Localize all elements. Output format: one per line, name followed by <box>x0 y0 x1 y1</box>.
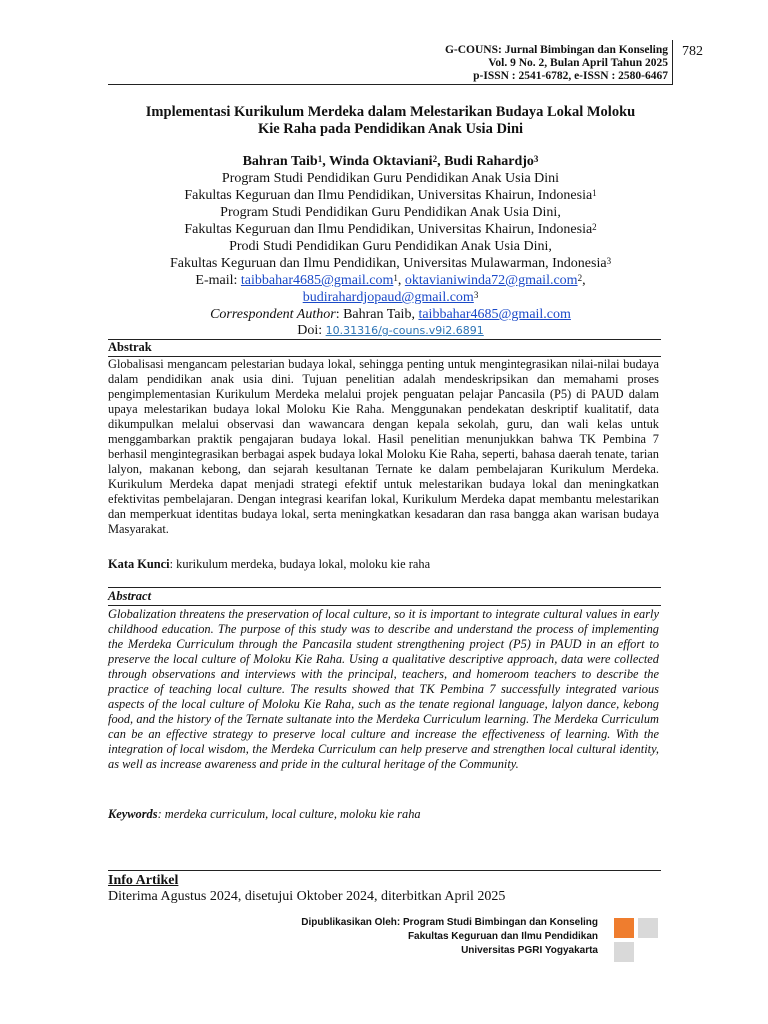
email-separator: , <box>397 273 405 288</box>
header-divider <box>672 40 673 84</box>
affiliation-line <box>108 221 673 238</box>
doi-line <box>108 322 673 339</box>
doi-label: Doi <box>297 323 319 338</box>
footer-faculty: Fakultas Keguruan dan Ilmu Pendidikan <box>407 931 598 942</box>
abstract-heading: Abstract <box>108 589 152 603</box>
email-label: E-mail: <box>195 273 241 288</box>
footer-university: Universitas PGRI Yogyakarta <box>461 945 598 956</box>
kata-kunci <box>108 557 430 572</box>
affiliation-text: Fakultas Keguruan dan Ilmu Pendidikan, Universitas Mulawarman, Indonesia <box>169 256 607 271</box>
affiliation-line: Prodi Studi Pendidikan Guru Pendidikan Anak Usia Dini, <box>229 239 552 254</box>
correspondent-label: Correspondent Author <box>210 307 336 322</box>
author-name: Winda Oktaviani <box>328 154 433 169</box>
journal-volume: Vol. 9 No. 2, Bulan April Tahun 2025 <box>488 57 668 69</box>
abstrak-top-rule <box>108 339 661 340</box>
correspondent-name: : Bahran Taib, <box>335 307 419 322</box>
journal-issn: p-ISSN : 2541-6782, e-ISSN : 2580-6467 <box>473 70 668 82</box>
affiliation-line <box>108 255 673 272</box>
email-link-2[interactable]: oktavianiwinda72@gmail.com <box>404 273 578 288</box>
kata-kunci-text: : kurikulum merdeka, budaya lokal, moloku kie raha <box>169 557 431 571</box>
keywords-text: : merdeka curriculum, local culture, moloku kie raha <box>157 807 421 821</box>
email-sup: 2 <box>577 273 583 283</box>
paper-title <box>108 104 673 138</box>
abstract-top-rule <box>108 587 661 588</box>
kata-kunci-label: Kata Kunci <box>108 557 170 571</box>
email-separator: , <box>582 273 586 288</box>
doi-separator: : <box>318 323 326 338</box>
doi-link[interactable]: 10.31316/g-couns.v9i2.6891 <box>325 324 484 337</box>
affiliation-line: Program Studi Pendidikan Guru Pendidikan Anak Usia Dini, <box>220 205 561 220</box>
email-link-1[interactable]: taibbahar4685@gmail.com <box>240 273 394 288</box>
journal-name: G-COUNS: Jurnal Bimbingan dan Konseling <box>444 44 668 56</box>
author-list: Bahran Taib$^1$, Winda Oktaviani$^2$, Budi Rahardjo$^3$ <box>242 154 539 169</box>
author-sup: 3 <box>533 154 539 164</box>
title-line-1: Implementasi Kurikulum Merdeka dalam Melestarikan Budaya Lokal Moloku <box>145 104 636 120</box>
email-sup: 1 <box>393 273 398 283</box>
correspondent-line <box>108 306 673 323</box>
author-name: Bahran Taib <box>242 154 318 169</box>
logo-square-gray <box>614 942 634 962</box>
affiliation-line: Program Studi Pendidikan Guru Pendidikan Anak Usia Dini <box>221 171 560 186</box>
email-sup: 3 <box>473 290 479 300</box>
abstrak-text: Globalisasi mengancam pelestarian budaya lokal, sehingga penting untuk mengintegrasikan nilai-nilai budaya dalam pendidikan anak usia dini. Tujuan penelitian adalah mendeskripsikan dan memahami proses pengimplementasian Kurikulum Merdeka melalui projek penguatan pelajar Pancasila (P5) di PAUD dalam upaya melestarikan budaya lokal Moloku Kie Raha. Menggunakan pendekatan deskriptif kualitatif, data dikumpulkan melalui observasi dan wawancara dengan kepala sekolah, guru, dan wali kelas untuk menggambarkan praktik pengajaran budaya lokal. Hasil penelitian menunjukkan bahwa TK Pembina 7 berhasil mengintegrasikan berbagai aspek budaya lokal Moloku Kie Raha, seperti, bahasa daerah tenate, tarian lalyon, makanan kebong, dan sejarah kesultanan Ternate ke dalam pembelajaran Kurikulum Merdeka. Kurikulum Merdeka dapat menjadi strategi efektif untuk melestarikan budaya lokal dan meningkatkan efektivitas pembelajaran. Dengan integrasi kearifan lokal, Kurikulum Merdeka dapat membantu melestarikan dan memperkuat identitas budaya lokal, serta meningkatkan kesadaran dan rasa bangga akan warisan budaya Masyarakat. <box>108 357 659 536</box>
abstract-text: Globalization threatens the preservation of local culture, so it is important to integrate cultural values in early childhood education. The purpose of this study was to describe and understand the process of implementing the Merdeka Curriculum through the Pancasila student strengthening project (P5) in PAUD in an effort to preserve the local culture of Moloku Kie Raha. Using a qualitative descriptive approach, data were collected through observations and interviews with the principal, teachers, and homeroom teachers to describe the practice of teaching local culture. The results showed that TK Pembina 7 successfully integrated various aspects of the local culture of Moloku Kie Raha, such as the tenate regional language, lalyon dance, kebong food, and the history of the Ternate sultanate into the Merdeka Curriculum learning. The Merdeka Curriculum can be an effective strategy to preserve local culture and increase the effectiveness of learning. With the integration of local wisdom, the Merdeka Curriculum can help preserve and strengthen local cultural identity, as well as increase awareness and pride in the cultural heritage of the Community. <box>108 607 659 771</box>
affiliation-text: Fakultas Keguruan dan Ilmu Pendidikan, Universitas Khairun, Indonesia <box>184 222 593 237</box>
keywords-label: Keywords <box>108 807 158 821</box>
logo-square-gray <box>638 918 658 938</box>
keywords <box>108 807 421 822</box>
info-top-rule <box>108 870 661 871</box>
email-link-3[interactable]: budirahardjopaud@gmail.com <box>302 290 474 305</box>
page-number: 782 <box>682 44 703 59</box>
header-rule <box>108 84 673 85</box>
author-sup: 1 <box>317 154 323 164</box>
info-heading: Info Artikel <box>108 873 179 888</box>
abstract-heading-rule <box>108 605 661 606</box>
affiliation-line <box>108 187 673 204</box>
email-line <box>108 289 673 306</box>
email-line <box>108 272 673 289</box>
affiliation-sup: 1 <box>592 188 597 198</box>
affiliation-sup: 3 <box>606 256 612 266</box>
abstrak-heading: Abstrak <box>108 340 152 354</box>
affiliation-text: Fakultas Keguruan dan Ilmu Pendidikan, Universitas Khairun, Indonesia <box>184 188 593 203</box>
correspondent-email-link[interactable]: taibbahar4685@gmail.com <box>418 307 571 322</box>
info-text: Diterima Agustus 2024, disetujui Oktober 2024, diterbitkan April 2025 <box>108 889 506 904</box>
logo-square-orange <box>614 918 634 938</box>
footer-publisher: Dipublikasikan Oleh: Program Studi Bimbingan dan Konseling <box>301 917 598 928</box>
author-name: Budi Rahardjo <box>444 154 534 169</box>
affiliation-sup: 2 <box>592 222 597 232</box>
title-line-2: Kie Raha pada Pendidikan Anak Usia Dini <box>257 121 524 137</box>
author-sup: 2 <box>432 154 438 164</box>
